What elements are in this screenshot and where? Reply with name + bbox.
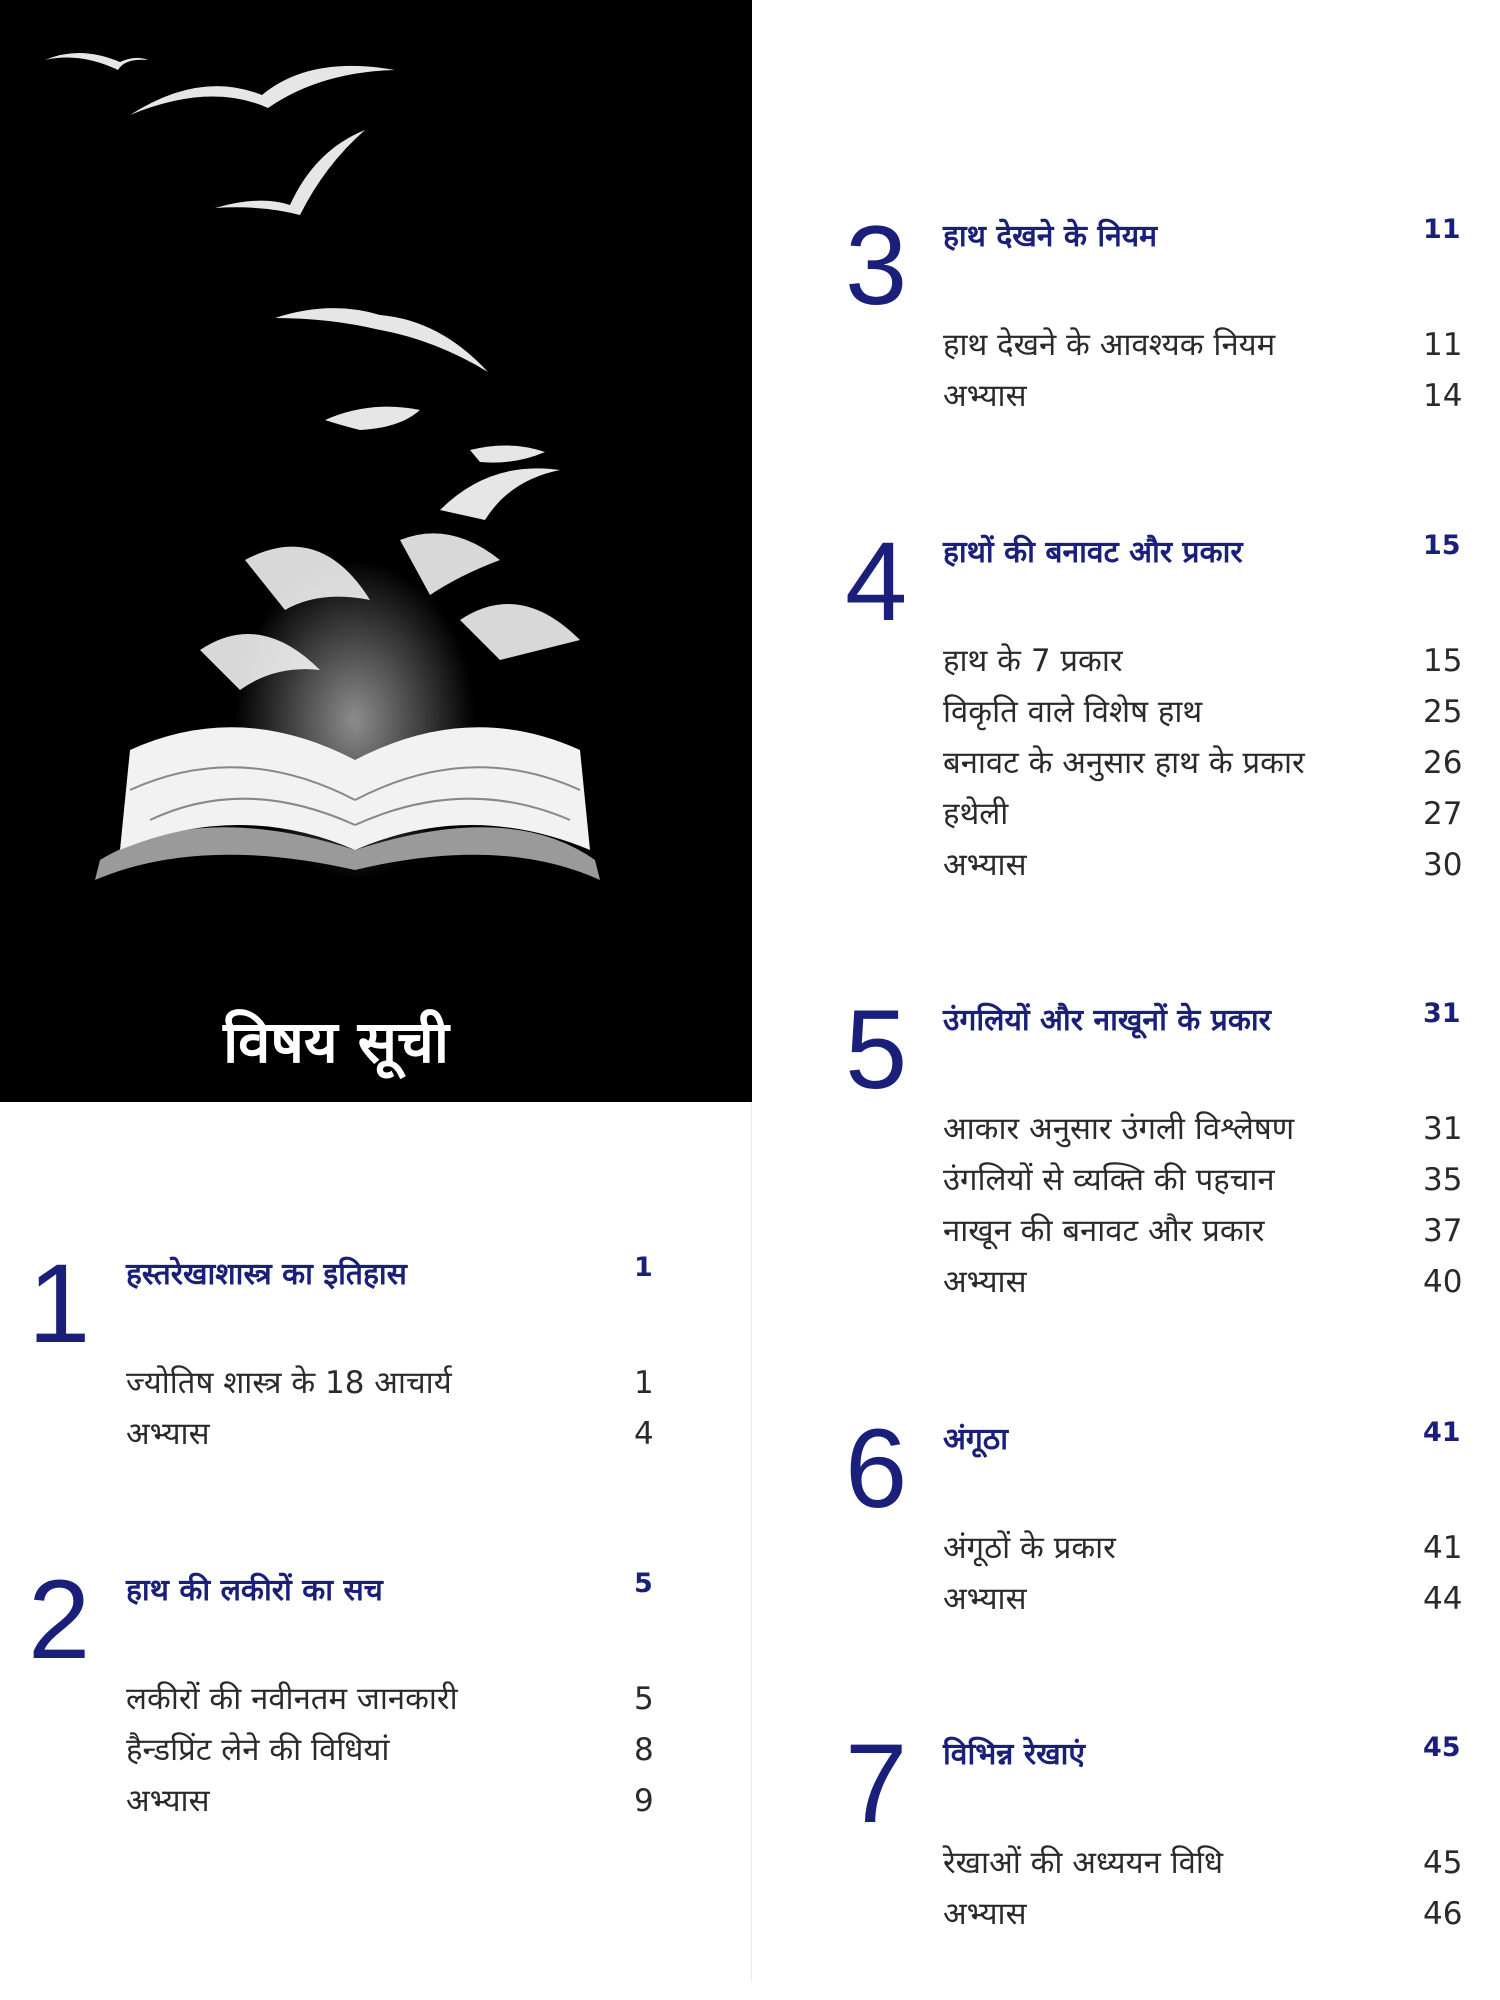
- list-item: [943, 1155, 1463, 1206]
- entry-label: आकार अनुसार उंगली विश्लेषण: [943, 1111, 1295, 1147]
- chapter-page: 5: [634, 1568, 653, 1599]
- entry-label: बनावट के अनुसार हाथ के प्रकार: [943, 745, 1305, 781]
- chapter-number: 1: [28, 1241, 91, 1366]
- entry-label: अंगूठों के प्रकार: [943, 1530, 1116, 1566]
- entry-page: 25: [1423, 694, 1463, 730]
- entry-label: अभ्यास: [126, 1783, 210, 1819]
- entry-page: 4: [634, 1416, 654, 1452]
- cover-title: विषय सूची: [223, 1008, 449, 1076]
- entry-page: 40: [1423, 1264, 1463, 1300]
- chapter-title: उंगलियों और नाखूनों के प्रकार: [943, 1003, 1271, 1038]
- chapter-title: अंगूठा: [943, 1422, 1009, 1457]
- list-item: [943, 1838, 1463, 1889]
- entry-label: हाथ के 7 प्रकार: [943, 643, 1123, 679]
- chapter-number: 2: [28, 1557, 91, 1682]
- chapter-number: 5: [845, 987, 908, 1112]
- list-item: [943, 840, 1463, 891]
- list-item: [943, 1574, 1463, 1625]
- list-item: [943, 1523, 1463, 1574]
- list-item: [126, 1725, 654, 1776]
- entry-label: अभ्यास: [943, 1581, 1027, 1617]
- list-item: [126, 1409, 654, 1460]
- entry-label: अभ्यास: [943, 378, 1027, 414]
- chapter-number: 3: [845, 203, 908, 328]
- chapter-page: 41: [1423, 1417, 1461, 1448]
- chapter-title: हाथ की लकीरों का सच: [126, 1573, 383, 1608]
- entry-label: विकृति वाले विशेष हाथ: [943, 694, 1203, 730]
- entry-page: 9: [634, 1783, 654, 1819]
- entry-page: 5: [634, 1681, 654, 1717]
- entry-page: 30: [1423, 847, 1463, 883]
- list-item: [943, 1206, 1463, 1257]
- entry-page: 27: [1423, 796, 1463, 832]
- cover-image: [0, 0, 752, 1102]
- list-item: [126, 1776, 654, 1827]
- chapter-page: 45: [1423, 1732, 1461, 1763]
- entry-label: ज्योतिष शास्त्र के 18 आचार्य: [126, 1365, 452, 1401]
- entry-label: अभ्यास: [943, 1896, 1027, 1932]
- entry-page: 45: [1423, 1845, 1463, 1881]
- chapter-title: हाथ देखने के नियम: [943, 219, 1158, 254]
- entry-label: लकीरों की नवीनतम जानकारी: [126, 1681, 458, 1717]
- list-item: [126, 1674, 654, 1725]
- entry-page: 35: [1423, 1162, 1463, 1198]
- list-item: [943, 1257, 1463, 1308]
- list-item: [943, 1104, 1463, 1155]
- entry-page: 44: [1423, 1581, 1463, 1617]
- page-gutter: [751, 1102, 752, 1982]
- entry-label: अभ्यास: [943, 1264, 1027, 1300]
- entry-page: 15: [1423, 643, 1463, 679]
- chapter-title: हाथों की बनावट और प्रकार: [943, 535, 1243, 570]
- entry-page: 1: [634, 1365, 654, 1401]
- chapter-page: 11: [1423, 214, 1461, 245]
- chapter-number: 6: [845, 1406, 908, 1531]
- entry-page: 37: [1423, 1213, 1463, 1249]
- list-item: [943, 320, 1463, 371]
- entry-label: हाथ देखने के आवश्यक नियम: [943, 327, 1276, 363]
- entry-page: 46: [1423, 1896, 1463, 1932]
- chapter-page: 31: [1423, 998, 1461, 1029]
- entry-page: 41: [1423, 1530, 1463, 1566]
- entry-page: 26: [1423, 745, 1463, 781]
- chapter-title: विभिन्न रेखाएं: [943, 1737, 1086, 1772]
- entry-page: 14: [1423, 378, 1463, 414]
- entry-label: नाखून की बनावट और प्रकार: [943, 1213, 1265, 1249]
- chapter-page: 15: [1423, 530, 1461, 561]
- list-item: [943, 371, 1463, 422]
- entry-label: उंगलियों से व्यक्ति की पहचान: [943, 1162, 1275, 1198]
- entry-page: 8: [634, 1732, 654, 1768]
- entry-label: हैन्डप्रिंट लेने की विधियां: [126, 1732, 390, 1768]
- entry-label: हथेली: [943, 796, 1009, 832]
- chapter-title: हस्तरेखाशास्त्र का इतिहास: [126, 1257, 407, 1292]
- entry-page: 11: [1423, 327, 1463, 363]
- entry-label: रेखाओं की अध्ययन विधि: [943, 1845, 1224, 1881]
- entry-label: अभ्यास: [126, 1416, 210, 1452]
- list-item: [943, 738, 1463, 789]
- list-item: [126, 1358, 654, 1409]
- birds-icon: [45, 53, 560, 520]
- open-book-birds-illustration: [0, 0, 752, 1102]
- list-item: [943, 789, 1463, 840]
- chapter-number: 4: [845, 519, 908, 644]
- list-item: [943, 687, 1463, 738]
- list-item: [943, 636, 1463, 687]
- entry-page: 31: [1423, 1111, 1463, 1147]
- entry-label: अभ्यास: [943, 847, 1027, 883]
- list-item: [943, 1889, 1463, 1940]
- chapter-number: 7: [845, 1721, 908, 1846]
- chapter-page: 1: [634, 1252, 653, 1283]
